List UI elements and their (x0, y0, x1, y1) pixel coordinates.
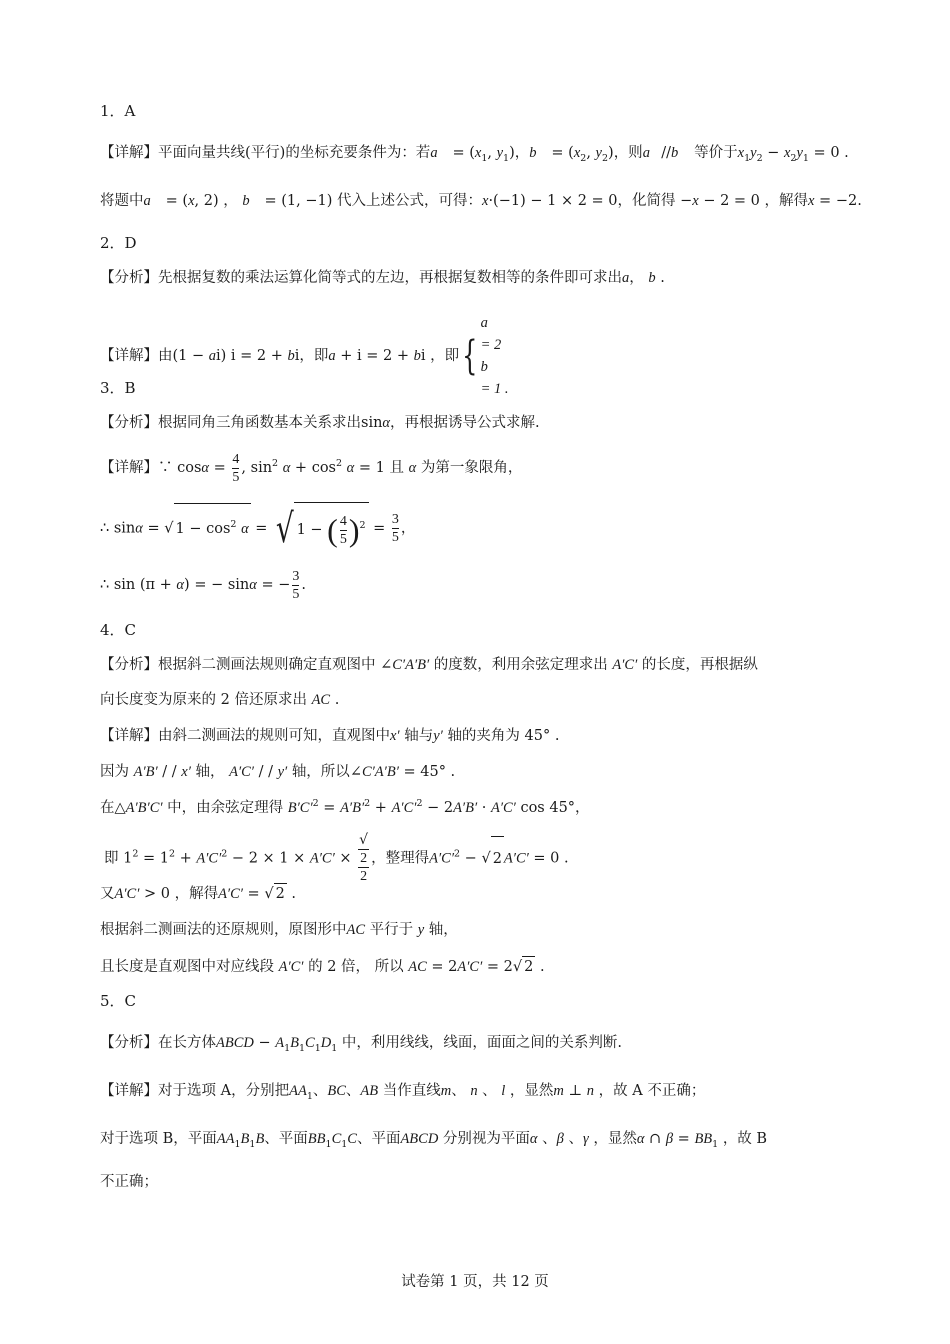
q1-detail: 【详解】平面向量共线(平行)的坐标充要条件为：若a⃗ = ($x_1$, $y_1$)，b⃗ = ($x_2$, $y_2$)，则a⃗//b⃗ 等价于$x_1y_2 - x_2y_1 = 0$ . (100, 145, 849, 164)
q4-detail: 【详解】由斜二测画法的规则可知，直观图中x′ 轴与y′ 轴的夹角为 45° . (100, 728, 560, 744)
q4-line-a: 因为 A′B′ / / x′ 轴， A′C′ / / y′ 轴，所以∠C′A′B′ = 45° . (100, 764, 456, 780)
q2-number: 2．D (100, 234, 137, 252)
q4-line-f: 且长度是直观图中对应线段 A′C′ 的 2 倍， 所以 AC = 2A′C′ = 2√ 2 . (100, 956, 545, 977)
page-footer: 试卷第 1 页，共 12 页 (401, 1274, 549, 1290)
q5-detail: 【详解】对于选项 A，分别把$AA_1$、BC、AB 当作直线m、 n 、 l ，显然m ⊥ n ，故 A 不正确； (100, 1083, 706, 1102)
q3-analysis: 【分析】根据同角三角函数基本关系求出sinα，再根据诱导公式求解. (100, 415, 540, 431)
q2-analysis: 【分析】先根据复数的乘法运算化简等式的左边，再根据复数相等的条件即可求出a， b . (100, 270, 665, 286)
q2-detail: 【详解】由(1 − ai) i = 2 + bi，即a + i = 2 + bi ，即{ a = 2 b = 1 . (100, 315, 509, 397)
q1-line2: 将题中a⃗ = (x, 2) ， b⃗ = (1, −1) 代入上述公式，可得：x·(−1) − 1 × 2 = 0，化简得 −x − 2 = 0 ，解得x = −2. (100, 193, 862, 209)
q5-line-b-cont: 不正确； (100, 1174, 158, 1190)
q5-line-b: 对于选项 B，平面$AA_1B_1B$、平面$BB_1C_1C$、平面ABCD 分别视为平面α 、β 、γ ，显然α ∩ $\beta = BB_1$ ，故 B (100, 1131, 768, 1150)
q3-detail: 【详解】∵ cosα = $\frac{4}{5}$ , $\sin^2 \alpha + \cos^2 \alpha = 1$ 且 α 为第一象限角， (100, 451, 523, 485)
q4-line-e: 根据斜二测画法的还原规则，原图形中AC 平行于 y 轴， (100, 922, 458, 938)
q3-number: 3．B (100, 379, 136, 397)
q5-number: 5．C (100, 992, 137, 1010)
q4-analysis-1: 【分析】根据斜二测画法规则确定直观图中 ∠C′A′B′ 的度数，利用余弦定理求出 A′C′ 的长度，再根据纵 (100, 657, 758, 673)
q4-line-b: 在△A′B′C′ 中，由余弦定理得 $B'C'^2 = A'B'^2 + A'C'^2 - 2A'B' \cdot A'C'$ cos 45°， (100, 798, 590, 816)
detail-tag: 【详解】 (100, 145, 158, 161)
q3-sin: ∴ sinα = √ $1 - \cos^2 \alpha$ = √ 1 − ( $\frac{4}{5}$ )$^2$ = $\frac{3}{5}$ ， (100, 502, 415, 552)
q4-line-c: 即 $1^2 = 1^2 + A'C'^2 - 2 \times 1 \times A'C'$ × √ 2 2 ，整理得$A'C'^2$ − √ 2 A′C′ = 0 . (104, 832, 569, 884)
q3-result: ∴ sin (π + α) = − sinα = − $\frac{3}{5}$ . (100, 568, 307, 602)
q1-number: 1．A (100, 102, 136, 120)
q4-line-d: 又A′C′ > 0 ，解得A′C′ = √ 2 . (100, 883, 296, 904)
q4-analysis-2: 向长度变为原来的 2 倍还原求出 AC . (100, 692, 340, 708)
q4-number: 4．C (100, 621, 137, 639)
q5-analysis: 【分析】在长方体ABCD − $A_1B_1C_1D_1$ 中，利用线线，线面，面面之间的关系判断. (100, 1035, 623, 1054)
